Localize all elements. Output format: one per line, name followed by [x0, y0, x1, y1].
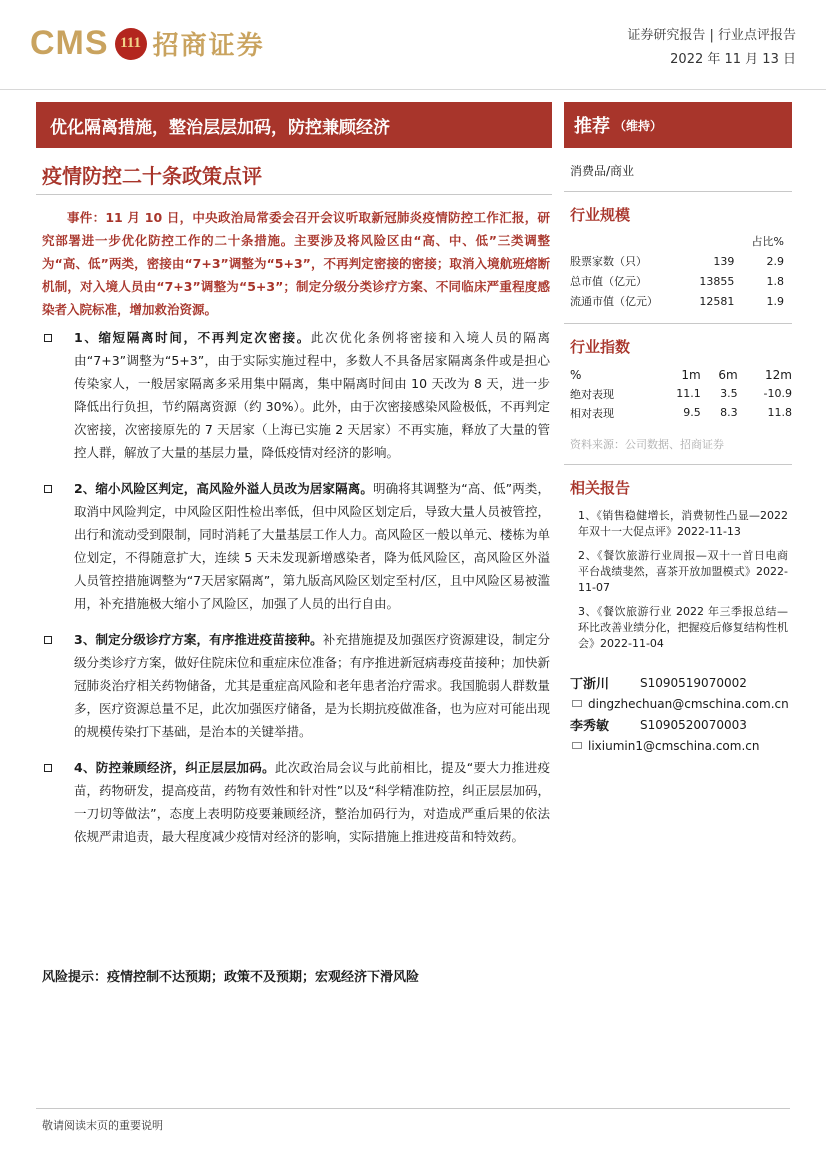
analysis-item	[42, 628, 550, 743]
analysis-body: 明确将其调整为“高、低”两类，取消中风险判定，中风险区阳性检出率低，但中风险区划定后，导致大量人员被管控，出行和流动受到限制，同时消耗了大量基层工作人力。高风险区一般以单元、楼栋为单位划定，不得随意扩大，连续 5 天未发现新增感染者，降为低风险区，高风险区外溢人员管控措施调整为“7天居家隔离”，第九版高风险区划定至村/区，且中风险区易被滥用，补充措施极大缩小了风险区，加强了人员的出行自由。	[74, 481, 551, 611]
index-value: 8.3	[720, 406, 738, 419]
header-divider	[0, 89, 826, 90]
analysis-heading: 3、制定分级诊疗方案，有序推进疫苗接种。	[74, 632, 323, 647]
pct-header: 占比%	[751, 235, 784, 248]
scale-value: 12581	[699, 294, 735, 308]
square-bullet-icon	[44, 334, 52, 342]
index-header: 12m	[765, 367, 792, 382]
rating-label: 推荐	[574, 116, 610, 137]
sidebar-divider	[564, 323, 792, 324]
analysis-body: 此次政治局会议与此前相比，提及“要大力推进疫苗，药物研发，提高疫苗，药物有效性和针对性”以及“科学精准防控，纠正层层加码，一刀切等做法”，态度上表明防疫要兼顾经济，整治加码行为，对造成严重后果的依法依规严肃追责，最大程度减少疫情对经济的影响，实际措施上推进疫苗和特效药。	[74, 760, 550, 844]
logo-chinese: 招商证券	[152, 31, 265, 61]
index-value: -10.9	[763, 387, 792, 400]
analyst-block	[570, 672, 792, 756]
index-value: 11.1	[676, 387, 701, 400]
scale-pct: 1.8	[766, 274, 784, 288]
report-date: 2022 年 11 月 13 日	[670, 52, 796, 67]
analysis-item	[42, 477, 550, 615]
scale-pct: 2.9	[766, 254, 784, 268]
logo-latin: CMS	[30, 24, 109, 62]
analysis-item	[42, 756, 550, 848]
related-section-title: 相关报告	[570, 479, 631, 497]
analyst-row	[570, 714, 792, 735]
related-report-link[interactable]: 1、《销售稳健增长，消费韧性凸显—2022 年双十一大促点评》2022-11-13	[578, 509, 788, 538]
analyst-email[interactable]: lixiumin1@cmschina.com.cn	[588, 738, 760, 753]
table-row	[570, 291, 792, 311]
scale-table	[570, 231, 792, 311]
analysis-item	[42, 326, 550, 464]
sidebar-divider	[564, 191, 792, 192]
footer-divider	[36, 1108, 790, 1109]
event-summary: 事件：11 月 10 日，中央政治局常委会召开会议听取新冠肺炎疫情防控工作汇报，研究部署进一步优化防控工作的二十条措施。主要涉及将风险区由“高、中、低”三类调整为“高、低”两类，密接由“7+3”调整为“5+3”，不再判定密接的密接；取消入境航班熔断机制，对入境人员由“7+3”调整为“5+3”；制定分级分类诊疗方案、不同临床严重程度感染者入院标准，增加救治资源。	[42, 210, 550, 317]
scale-label: 股票家数（只）	[570, 255, 647, 268]
risk-warning: 风险提示：疫情控制不达预期；政策不及预期；宏观经济下滑风险	[42, 970, 420, 985]
square-bullet-icon	[44, 636, 52, 644]
scale-section-title: 行业规模	[570, 206, 631, 224]
related-reports	[578, 508, 788, 652]
scale-label: 总市值（亿元）	[570, 275, 647, 288]
table-row	[570, 271, 792, 291]
analysis-heading: 4、防控兼顾经济，纠正层层加码。	[74, 760, 275, 775]
table-row	[570, 384, 792, 403]
sidebar-divider	[564, 464, 792, 465]
logo-badge-icon: 111	[115, 28, 147, 60]
analyst-email-row	[570, 735, 792, 756]
related-report-link[interactable]: 2、《餐饮旅游行业周报—双十一首日电商平台战绩斐然，喜茶开放加盟模式》2022-11-07	[578, 549, 788, 594]
analysis-heading: 2、缩小风险区判定，高风险外溢人员改为居家隔离。	[74, 481, 373, 496]
rating-note: （维持）	[614, 118, 663, 133]
page-header	[0, 0, 826, 90]
rating-bar	[564, 102, 792, 148]
analysis-body: 此次优化条例将密接和入境人员的隔离由“7+3”调整为“5+3”，由于实际实施过程中，多数人不具备居家隔离条件或是担心传染家人，一般居家隔离多采用集中隔离，集中隔离时间由 10 天改为 8 天，进一步降低出行负担，节约隔离资源（约 30%）。此外，由于次密接感染风险极低，不再判定次密接，次密接原先的 7 天居家（上海已实施 2 天居家）不再实施，释放了大量的管控人群，解放了大量的基层力量，降低疫情对经济的影响。	[74, 330, 550, 460]
scale-value: 13855	[699, 274, 735, 288]
industry-label: 消费品/商业	[570, 164, 635, 178]
report-title: 优化隔离措施，整治层层加码，防控兼顾经济	[50, 117, 390, 138]
report-type: 证券研究报告 | 行业点评报告	[627, 28, 796, 43]
mail-icon	[572, 742, 582, 749]
analysis-list	[42, 326, 550, 861]
index-value: 3.5	[720, 387, 738, 400]
table-row	[570, 403, 792, 422]
index-header: 1m	[681, 367, 701, 382]
footer-note: 敬请阅读末页的重要说明	[42, 1119, 163, 1132]
related-report-link[interactable]: 3、《餐饮旅游行业 2022 年三季报总结—环比改善业绩分化，把握疫后修复结构性机会》2022-11-04	[578, 605, 788, 650]
cms-logo	[30, 24, 265, 63]
mail-icon	[572, 700, 582, 707]
index-value: 11.8	[767, 406, 792, 419]
index-value: 9.5	[683, 406, 701, 419]
index-header: 6m	[718, 367, 738, 382]
sidebar	[564, 102, 792, 756]
report-title-bar	[36, 102, 552, 148]
square-bullet-icon	[44, 764, 52, 772]
scale-label: 流通市值（亿元）	[570, 295, 658, 308]
table-row	[570, 231, 792, 251]
data-source: 资料来源：公司数据、招商证券	[570, 438, 724, 451]
index-header: %	[570, 367, 582, 382]
table-row	[570, 251, 792, 271]
analyst-email[interactable]: dingzhechuan@cmschina.com.cn	[588, 696, 789, 711]
report-subtitle: 疫情防控二十条政策点评	[42, 164, 262, 188]
scale-value: 139	[713, 254, 735, 268]
square-bullet-icon	[44, 485, 52, 493]
scale-pct: 1.9	[766, 294, 784, 308]
analyst-code: S1090520070003	[640, 717, 747, 732]
index-label: 绝对表现	[570, 387, 614, 401]
index-section-title: 行业指数	[570, 338, 631, 356]
analyst-name: 李秀敏	[570, 719, 610, 734]
index-table	[570, 365, 792, 422]
analyst-row	[570, 672, 792, 693]
table-header-row	[570, 365, 792, 384]
analysis-body: 补充措施提及加强医疗资源建设，制定分级分类诊疗方案，做好住院床位和重症床位准备；有序推进新冠病毒疫苗接种；加快新冠肺炎治疗相关药物储备，尤其是重症高风险和老年患者治疗需求。我国脆弱人群数量多，医疗资源总量不足，此次加强医疗储备，是为长期抗疫做准备，也为应对可能出现的规模传染打下基础，是治本的关键举措。	[74, 632, 550, 739]
analyst-email-row	[570, 693, 792, 714]
analyst-code: S1090519070002	[640, 675, 747, 690]
index-label: 相对表现	[570, 406, 614, 420]
analysis-heading: 1、缩短隔离时间，不再判定次密接。	[74, 330, 311, 345]
subtitle-divider	[36, 194, 552, 195]
analyst-name: 丁浙川	[570, 677, 610, 692]
